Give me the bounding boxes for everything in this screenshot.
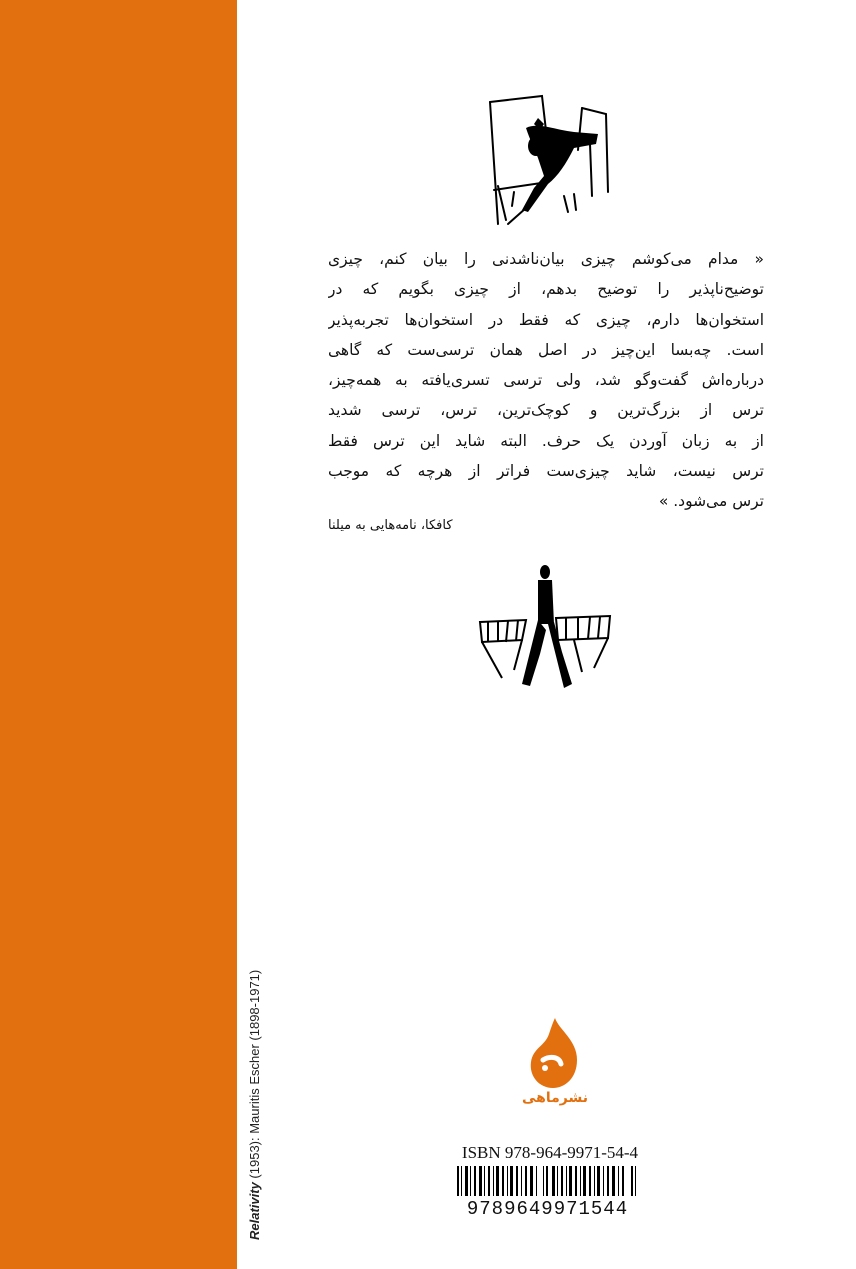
quote-line: « مدام می‌کوشم چیزی بیان‌ناشدنی را بیان کنم، چیزی xyxy=(328,250,764,268)
quote-source: کافکا، نامه‌هایی به میلنا xyxy=(328,518,453,533)
barcode-digits: 9789649971544 xyxy=(455,1196,640,1222)
quote-line: توضیح‌ناپذیر را توضیح بدهم، از چیزی بگویم که در xyxy=(328,280,764,299)
quote-line: ترس می‌شود. » xyxy=(658,492,764,511)
credit-title: Relativity xyxy=(247,1182,262,1240)
quote-line: است. چه‌بسا این‌چیز در اصل همان ترسی‌ست که گاهی xyxy=(328,340,764,359)
publisher-name: نشرماهی xyxy=(521,1090,588,1106)
figure-on-chair-illustration xyxy=(478,84,618,232)
quote-line: ترس نیست، شاید چیزی‌ست فراتر از هرچه که موجب xyxy=(328,462,764,481)
walking-figure-illustration xyxy=(474,560,618,704)
kafka-quote xyxy=(328,244,764,517)
isbn-label: ISBN 978-964-9971-54-4 xyxy=(461,1143,639,1162)
quote-line: از به زبان آوردن یک حرف. البته شاید این ترس فقط xyxy=(328,431,764,450)
quote-line: درباره‌اش گفت‌وگو شد، ولی ترسی تسری‌یافته به همه‌چیز، xyxy=(328,371,764,390)
quote-line: استخوان‌ها دارم، چیزی که فقط در استخوان‌ها تجربه‌پذیر xyxy=(328,310,764,329)
credit-detail: (1953): Mauritis Escher (1898-1971) xyxy=(247,969,262,1183)
illustration-credit xyxy=(247,970,262,1240)
orange-spine-panel xyxy=(0,0,237,1269)
quote-line: ترس از بزرگ‌ترین و کوچک‌ترین، ترس، ترسی شدید xyxy=(328,401,764,420)
